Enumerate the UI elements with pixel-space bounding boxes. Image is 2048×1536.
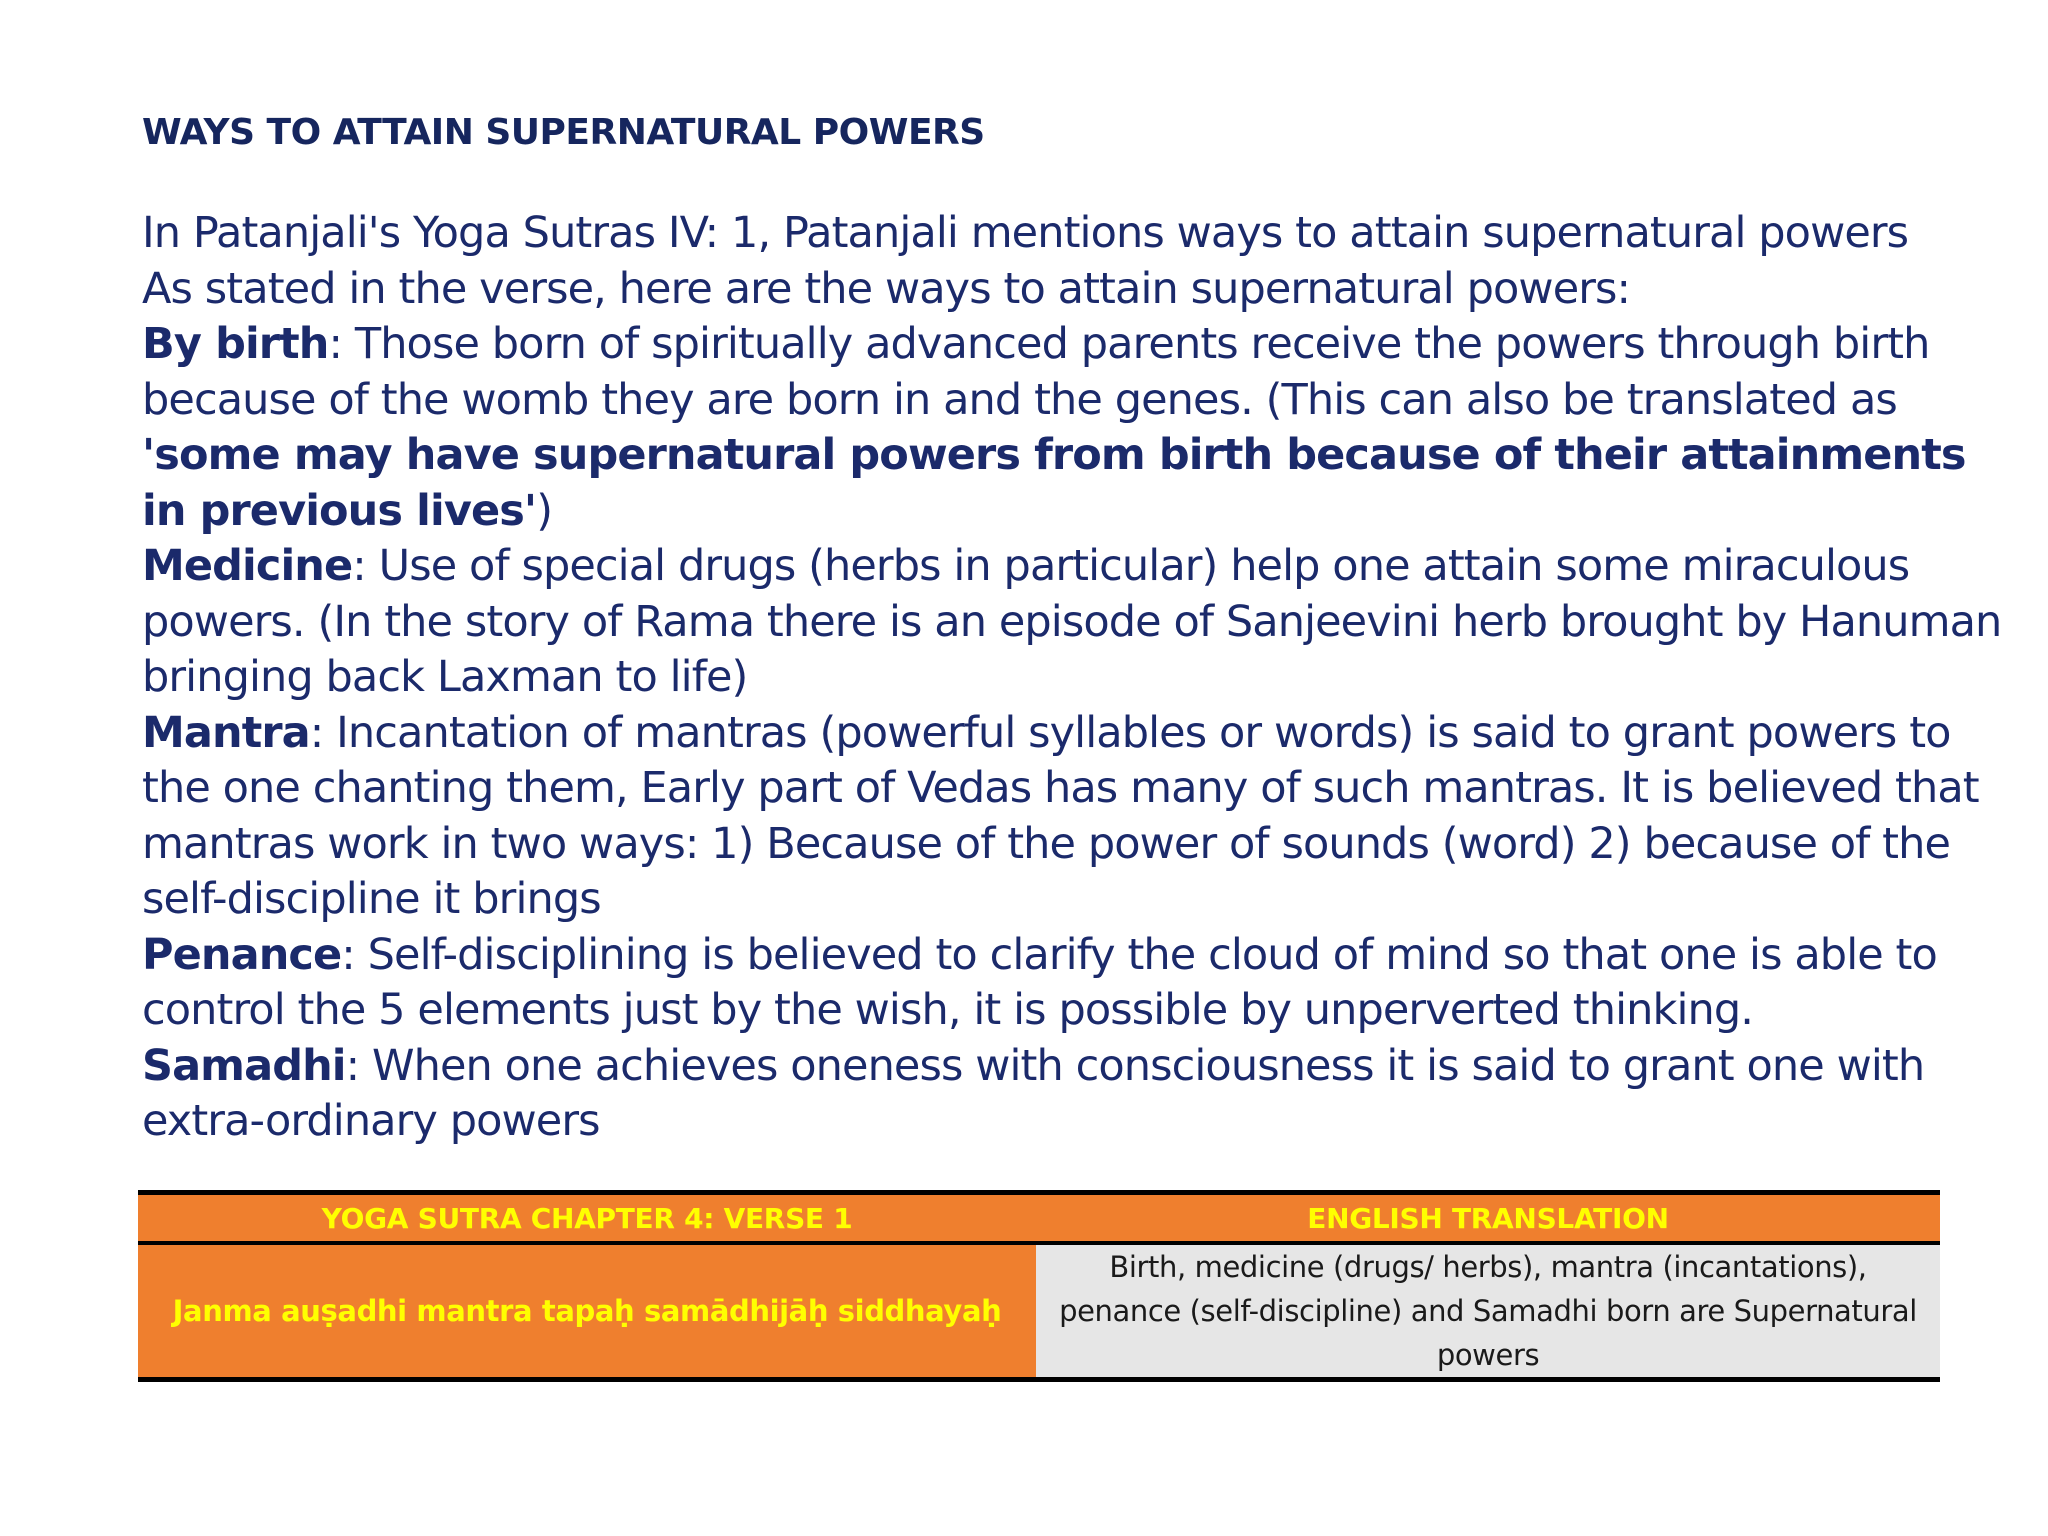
way-term-penance: Penance bbox=[142, 929, 342, 980]
intro-line-2: As stated in the verse, here are the ways to attain supernatural powers: bbox=[142, 263, 1631, 314]
way-by-birth bbox=[142, 317, 2002, 539]
way-text-penance: : Self-disciplining is believed to clarify the cloud of mind so that one is able to control the 5 elements just by the wish, it is possible by unperverted thinking. bbox=[142, 929, 1937, 1035]
way-mantra bbox=[142, 706, 2002, 928]
intro-line-1: In Patanjali's Yoga Sutras IV: 1, Patanjali mentions ways to attain supernatural powers bbox=[142, 208, 1909, 258]
way-text-samadhi: : When one achieves oneness with consciousness it is said to grant one with extra-ordinary powers bbox=[142, 1040, 1925, 1146]
table-row bbox=[138, 1243, 1940, 1380]
way-emphasis-by-birth: 'some may have supernatural powers from birth because of their attainments in previous lives' bbox=[142, 430, 1966, 536]
way-term-by-birth: By birth bbox=[142, 319, 329, 369]
way-text-medicine: : Use of special drugs (herbs in particular) help one attain some miraculous powers. (In the story of Rama there is an episode of Sanjeevini herb brought by Hanuman bringing back Laxman to life) bbox=[142, 541, 2002, 702]
slide-body bbox=[142, 206, 2002, 1150]
slide-title: WAYS TO ATTAIN SUPERNATURAL POWERS bbox=[142, 112, 985, 153]
way-term-mantra: Mantra bbox=[142, 707, 310, 758]
english-translation: Birth, medicine (drugs/ herbs), mantra (incantations), penance (self-discipline) and Samadhi born are Supernatural powers bbox=[1036, 1243, 1940, 1380]
table-header-translation: ENGLISH TRANSLATION bbox=[1036, 1193, 1940, 1244]
way-medicine bbox=[142, 539, 2002, 706]
way-samadhi bbox=[142, 1039, 2002, 1150]
sanskrit-verse: Janma auṣadhi mantra tapaḥ samādhijāḥ siddhayaḥ bbox=[138, 1243, 1036, 1380]
sutra-table bbox=[138, 1190, 1940, 1382]
way-text-mantra: : Incantation of mantras (powerful syllables or words) is said to grant powers to the one chanting them, Early part of Vedas has many of such mantras. It is believed that mantras work in two ways: 1) Because of the power of sounds (word) 2) because of the self-discipline it brings bbox=[142, 707, 1979, 924]
table-header-row bbox=[138, 1193, 1940, 1244]
table-header-verse: YOGA SUTRA CHAPTER 4: VERSE 1 bbox=[138, 1193, 1036, 1244]
way-term-samadhi: Samadhi bbox=[142, 1040, 346, 1091]
way-term-medicine: Medicine bbox=[142, 541, 353, 591]
way-text-by-birth: : Those born of spiritually advanced parents receive the powers through birth because of the womb they are born in and the genes. (This can also be translated as bbox=[142, 319, 1930, 425]
way-penance bbox=[142, 928, 2002, 1039]
way-tail-by-birth: ) bbox=[536, 485, 553, 536]
